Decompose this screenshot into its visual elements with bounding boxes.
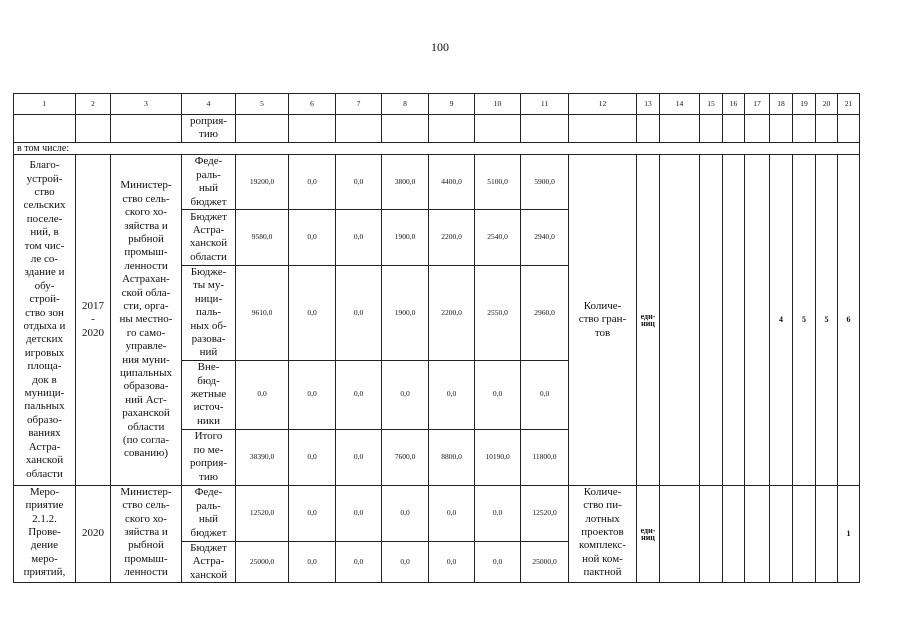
value-cell: 12520,0 (236, 485, 289, 541)
value-cell: 2200,0 (429, 209, 475, 265)
value-cell: 19200,0 (236, 155, 289, 210)
value-cell: 12520,0 (521, 485, 569, 541)
header-cell: 8 (382, 94, 429, 115)
value-cell: 2200,0 (429, 265, 475, 360)
header-cell: 18 (770, 94, 793, 115)
period: 2020 (76, 485, 111, 582)
value-cell: 0,0 (336, 360, 382, 429)
value-cell: 0,0 (289, 541, 336, 582)
value-cell: 0,0 (336, 155, 382, 210)
value-cell: 0,0 (289, 360, 336, 429)
page-number: 100 (431, 40, 449, 54)
funding-source: Итого по ме- роприя- тию (182, 429, 236, 485)
funding-source: Вне- бюд- жетные источ- ники (182, 360, 236, 429)
table-row (14, 485, 860, 541)
funding-source: Бюдже- ты му- ници- паль- ных об- разова- ний (182, 265, 236, 360)
value-cell: 2960,0 (521, 265, 569, 360)
funding-source: Феде- раль- ный бюджет (182, 155, 236, 210)
section-row (14, 142, 860, 155)
header-cell: 15 (700, 94, 723, 115)
header-cell: 9 (429, 94, 475, 115)
header-cell: 13 (637, 94, 660, 115)
budget-table (13, 93, 860, 583)
continuation-row (14, 115, 860, 143)
target-value: 1 (838, 485, 860, 582)
value-cell: 0,0 (336, 429, 382, 485)
header-cell: 6 (289, 94, 336, 115)
value-cell: 2540,0 (475, 209, 521, 265)
value-cell: 9610,0 (236, 265, 289, 360)
header-cell: 7 (336, 94, 382, 115)
value-cell: 0,0 (289, 265, 336, 360)
header-cell: 3 (111, 94, 182, 115)
indicator: Количе- ство гран- тов (569, 155, 637, 485)
target-value: 4 (770, 155, 793, 485)
value-cell: 0,0 (521, 360, 569, 429)
value-cell: 1900,0 (382, 209, 429, 265)
period: 2017 - 2020 (76, 155, 111, 485)
value-cell: 0,0 (429, 485, 475, 541)
indicator: Количе- ство пи- лотных проектов комплекс- ной ком- пактной (569, 485, 637, 582)
value-cell: 0,0 (336, 209, 382, 265)
value-cell: 8800,0 (429, 429, 475, 485)
value-cell: 38390,0 (236, 429, 289, 485)
header-cell: 11 (521, 94, 569, 115)
value-cell: 5100,0 (475, 155, 521, 210)
value-cell: 2550,0 (475, 265, 521, 360)
target-value: 5 (793, 155, 816, 485)
value-cell: 0,0 (475, 541, 521, 582)
value-cell: 0,0 (429, 541, 475, 582)
value-cell: 0,0 (289, 209, 336, 265)
value-cell: 0,0 (382, 485, 429, 541)
target-value: 6 (838, 155, 860, 485)
value-cell: 0,0 (336, 485, 382, 541)
value-cell: 4400,0 (429, 155, 475, 210)
value-cell: 25000,0 (236, 541, 289, 582)
value-cell: 0,0 (382, 360, 429, 429)
value-cell: 0,0 (236, 360, 289, 429)
value-cell: 0,0 (429, 360, 475, 429)
funding-source: Бюджет Астра- ханской (182, 541, 236, 582)
header-cell: 14 (660, 94, 700, 115)
value-cell: 0,0 (336, 541, 382, 582)
executor: Министер- ство сель- ского хо- зяйства и рыбной промыш- ленности Астрахан- ской обла- сти, орга- ны местно- го само- управле- ния муни- ципальных образова- ний Аст- раханской области (по согла- сованию) (111, 155, 182, 485)
measure-name: Меро- приятие 2.1.2. Прове- дение меро- приятий, (14, 485, 76, 582)
value-cell: 25000,0 (521, 541, 569, 582)
executor: Министер- ство сель- ского хо- зяйства и рыбной промыш- ленности (111, 485, 182, 582)
continuation-source: роприя- тию (182, 115, 236, 143)
header-row (14, 94, 860, 115)
value-cell: 11800,0 (521, 429, 569, 485)
unit: еди- ниц (637, 155, 660, 485)
value-cell: 9580,0 (236, 209, 289, 265)
value-cell: 0,0 (475, 485, 521, 541)
header-cell: 16 (723, 94, 745, 115)
header-cell: 2 (76, 94, 111, 115)
header-cell: 4 (182, 94, 236, 115)
value-cell: 0,0 (336, 265, 382, 360)
value-cell: 2940,0 (521, 209, 569, 265)
funding-source: Феде- раль- ный бюджет (182, 485, 236, 541)
value-cell: 0,0 (289, 155, 336, 210)
unit: еди- ниц (637, 485, 660, 582)
header-cell: 5 (236, 94, 289, 115)
value-cell: 7600,0 (382, 429, 429, 485)
value-cell: 0,0 (289, 429, 336, 485)
table-row (14, 155, 860, 210)
value-cell: 1900,0 (382, 265, 429, 360)
section-title: в том числе: (14, 142, 860, 155)
value-cell: 5900,0 (521, 155, 569, 210)
measure-name: Благо- устрой- ство сельских поселе- ний, в том чис- ле со- здание и обу- строй- ство зон отдыха и детских игровых площа- док в муници- пальных образо- ваниях Астра- ханской области (14, 155, 76, 485)
header-cell: 12 (569, 94, 637, 115)
value-cell: 0,0 (289, 485, 336, 541)
header-cell: 10 (475, 94, 521, 115)
header-cell: 21 (838, 94, 860, 115)
header-cell: 20 (816, 94, 838, 115)
value-cell: 10190,0 (475, 429, 521, 485)
value-cell: 0,0 (475, 360, 521, 429)
target-value: 5 (816, 155, 838, 485)
header-cell: 19 (793, 94, 816, 115)
funding-source: Бюджет Астра- ханской области (182, 209, 236, 265)
value-cell: 0,0 (382, 541, 429, 582)
header-cell: 17 (745, 94, 770, 115)
header-cell: 1 (14, 94, 76, 115)
value-cell: 3800,0 (382, 155, 429, 210)
